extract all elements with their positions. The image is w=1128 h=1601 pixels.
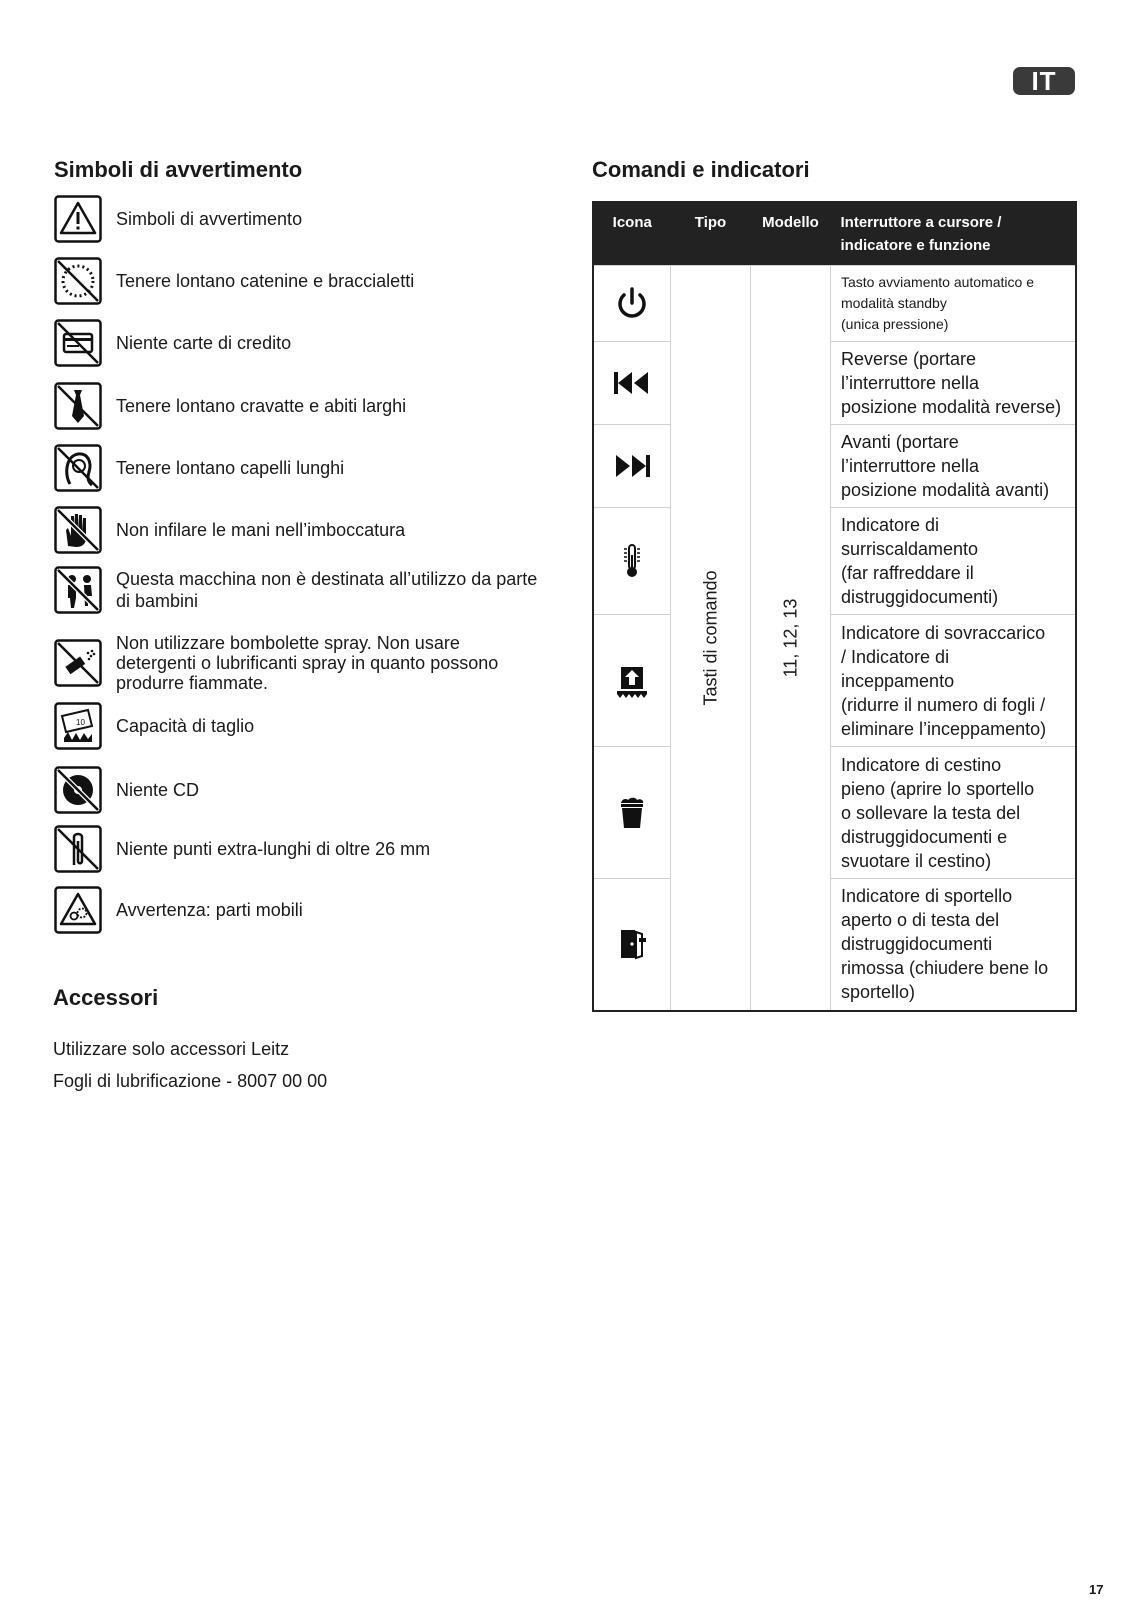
table-row bbox=[593, 747, 1076, 879]
function-line: eliminare l’inceppamento) bbox=[841, 718, 1047, 739]
icon-cell bbox=[593, 747, 671, 879]
header-function-line: Interruttore a cursore / bbox=[840, 214, 1002, 231]
moving-parts-warning-icon bbox=[54, 886, 102, 934]
no-ties-loose-clothing-icon bbox=[54, 382, 102, 430]
warning-text: Tenere lontano cravatte e abiti larghi bbox=[116, 396, 407, 416]
icon-cell bbox=[593, 615, 671, 747]
door-open-icon bbox=[612, 924, 652, 964]
table-row bbox=[593, 266, 1076, 342]
function-line: (ridurre il numero di fogli / bbox=[841, 694, 1046, 715]
function-line: inceppamento bbox=[841, 670, 955, 691]
no-hands-icon bbox=[54, 506, 102, 554]
warning-text: Tenere lontano capelli lunghi bbox=[116, 458, 345, 478]
controls-table bbox=[592, 201, 1077, 1012]
header-icon: Icona bbox=[593, 202, 671, 266]
warning-item bbox=[54, 257, 544, 305]
no-chains-bracelets-icon bbox=[54, 257, 102, 305]
table-row bbox=[593, 615, 1076, 747]
warning-text: Non infilare le mani nell’imboccatura bbox=[116, 520, 406, 540]
table-row bbox=[593, 342, 1076, 425]
accessories-text: Utilizzare solo accessori Leitz bbox=[53, 1039, 290, 1059]
warning-text: Niente punti extra-lunghi di oltre 26 mm bbox=[116, 839, 431, 859]
function-line: surriscaldamento bbox=[841, 539, 979, 559]
warning-text: Non utilizzare bombolette spray. Non usare detergenti o lubrificanti spray in quanto possono produrre fiammate. bbox=[116, 633, 499, 693]
warning-text: Niente CD bbox=[116, 780, 200, 800]
function-line: l’interruttore nella bbox=[841, 373, 980, 393]
function-line: Avanti (portare bbox=[841, 432, 959, 452]
function-line: Indicatore di cestino bbox=[841, 754, 1002, 775]
function-line: Indicatore di sovraccarico bbox=[841, 622, 1046, 643]
function-cell bbox=[831, 879, 1077, 1011]
table-header-row bbox=[593, 202, 1076, 266]
header-function-line: indicatore e funzione bbox=[840, 237, 991, 254]
header-model: Modello bbox=[751, 202, 831, 266]
function-cell bbox=[831, 425, 1077, 508]
warning-item bbox=[54, 886, 544, 934]
no-long-staples-icon bbox=[54, 825, 102, 873]
warning-triangle-icon bbox=[54, 195, 102, 243]
warning-item bbox=[54, 506, 544, 554]
function-line: svuotare il cestino) bbox=[841, 850, 992, 871]
function-line: / Indicatore di bbox=[841, 646, 950, 667]
reverse-icon bbox=[612, 363, 652, 403]
header-type: Tipo bbox=[671, 202, 751, 266]
function-line: modalità standby bbox=[841, 295, 947, 311]
cutting-capacity-icon bbox=[54, 702, 102, 750]
warning-text: Questa macchina non è destinata all’utilizzo da parte di bambini bbox=[116, 569, 538, 611]
function-cell bbox=[831, 508, 1077, 615]
no-long-hair-icon bbox=[54, 444, 102, 492]
function-line: distruggidocumenti bbox=[841, 934, 993, 955]
warning-text: Avvertenza: parti mobili bbox=[116, 900, 303, 920]
icon-cell bbox=[593, 342, 671, 425]
controls-title: Comandi e indicatori bbox=[592, 157, 810, 182]
warning-text: Niente carte di credito bbox=[116, 333, 292, 353]
function-cell bbox=[831, 266, 1077, 342]
table-row bbox=[593, 508, 1076, 615]
no-spray-icon bbox=[54, 639, 102, 687]
warning-item bbox=[54, 195, 544, 243]
function-line: sportello) bbox=[841, 982, 916, 1003]
warning-item bbox=[54, 444, 544, 492]
no-credit-cards-icon bbox=[54, 319, 102, 367]
function-cell bbox=[831, 747, 1077, 879]
function-line: rimossa (chiudere bene lo bbox=[841, 958, 1049, 979]
warning-text: Capacità di taglio bbox=[116, 716, 255, 736]
function-line: (far raffreddare il bbox=[841, 563, 974, 583]
function-line: posizione modalità avanti) bbox=[841, 480, 1050, 500]
function-line: posizione modalità reverse) bbox=[841, 397, 1062, 417]
model-cell bbox=[751, 266, 831, 1011]
header-function bbox=[831, 202, 1077, 266]
function-cell bbox=[831, 342, 1077, 425]
function-line: (unica pressione) bbox=[841, 316, 949, 332]
icon-cell bbox=[593, 425, 671, 508]
bin-full-icon bbox=[612, 793, 652, 833]
warning-item bbox=[54, 633, 544, 693]
function-line: Indicatore di sportello bbox=[841, 886, 1013, 907]
no-cd-icon bbox=[54, 766, 102, 814]
warning-item bbox=[54, 702, 544, 750]
table-row bbox=[593, 879, 1076, 1011]
thermometer-icon bbox=[612, 541, 652, 581]
svg-text:10: 10 bbox=[76, 718, 85, 727]
function-line: Reverse (portare bbox=[841, 349, 977, 369]
warning-item bbox=[54, 382, 544, 430]
warnings-title: Simboli di avvertimento bbox=[54, 157, 303, 182]
warning-text: Simboli di avvertimento bbox=[116, 209, 303, 229]
model-label: 11, 12, 13 bbox=[780, 598, 800, 678]
icon-cell bbox=[593, 879, 671, 1011]
warning-item bbox=[54, 566, 544, 614]
function-cell bbox=[831, 615, 1077, 747]
function-line: distruggidocumenti) bbox=[841, 587, 999, 607]
function-line: distruggidocumenti e bbox=[841, 826, 1008, 847]
icon-cell bbox=[593, 266, 671, 342]
warning-item bbox=[54, 766, 544, 814]
page-number: 17 bbox=[1089, 1582, 1104, 1597]
function-line: Indicatore di bbox=[841, 515, 940, 535]
warning-item bbox=[54, 825, 544, 873]
table-row bbox=[593, 425, 1076, 508]
overload-jam-icon bbox=[612, 661, 652, 701]
no-children-icon bbox=[54, 566, 102, 614]
function-line: o sollevare la testa del bbox=[841, 802, 1021, 823]
accessories-text: Fogli di lubrificazione - 8007 00 00 bbox=[53, 1071, 328, 1091]
function-line: l’interruttore nella bbox=[841, 456, 980, 476]
warning-item bbox=[54, 319, 544, 367]
power-icon bbox=[612, 284, 652, 324]
function-line: Tasto avviamento automatico e bbox=[841, 274, 1034, 290]
icon-cell bbox=[593, 508, 671, 615]
language-badge: IT bbox=[1013, 67, 1075, 95]
type-label: Tasti di comando bbox=[700, 570, 720, 706]
type-cell bbox=[671, 266, 751, 1011]
warning-text: Tenere lontano catenine e braccialetti bbox=[116, 271, 415, 291]
accessories-title: Accessori bbox=[53, 985, 159, 1010]
forward-icon bbox=[612, 446, 652, 486]
function-line: pieno (aprire lo sportello bbox=[841, 778, 1035, 799]
function-line: aperto o di testa del bbox=[841, 910, 1000, 931]
